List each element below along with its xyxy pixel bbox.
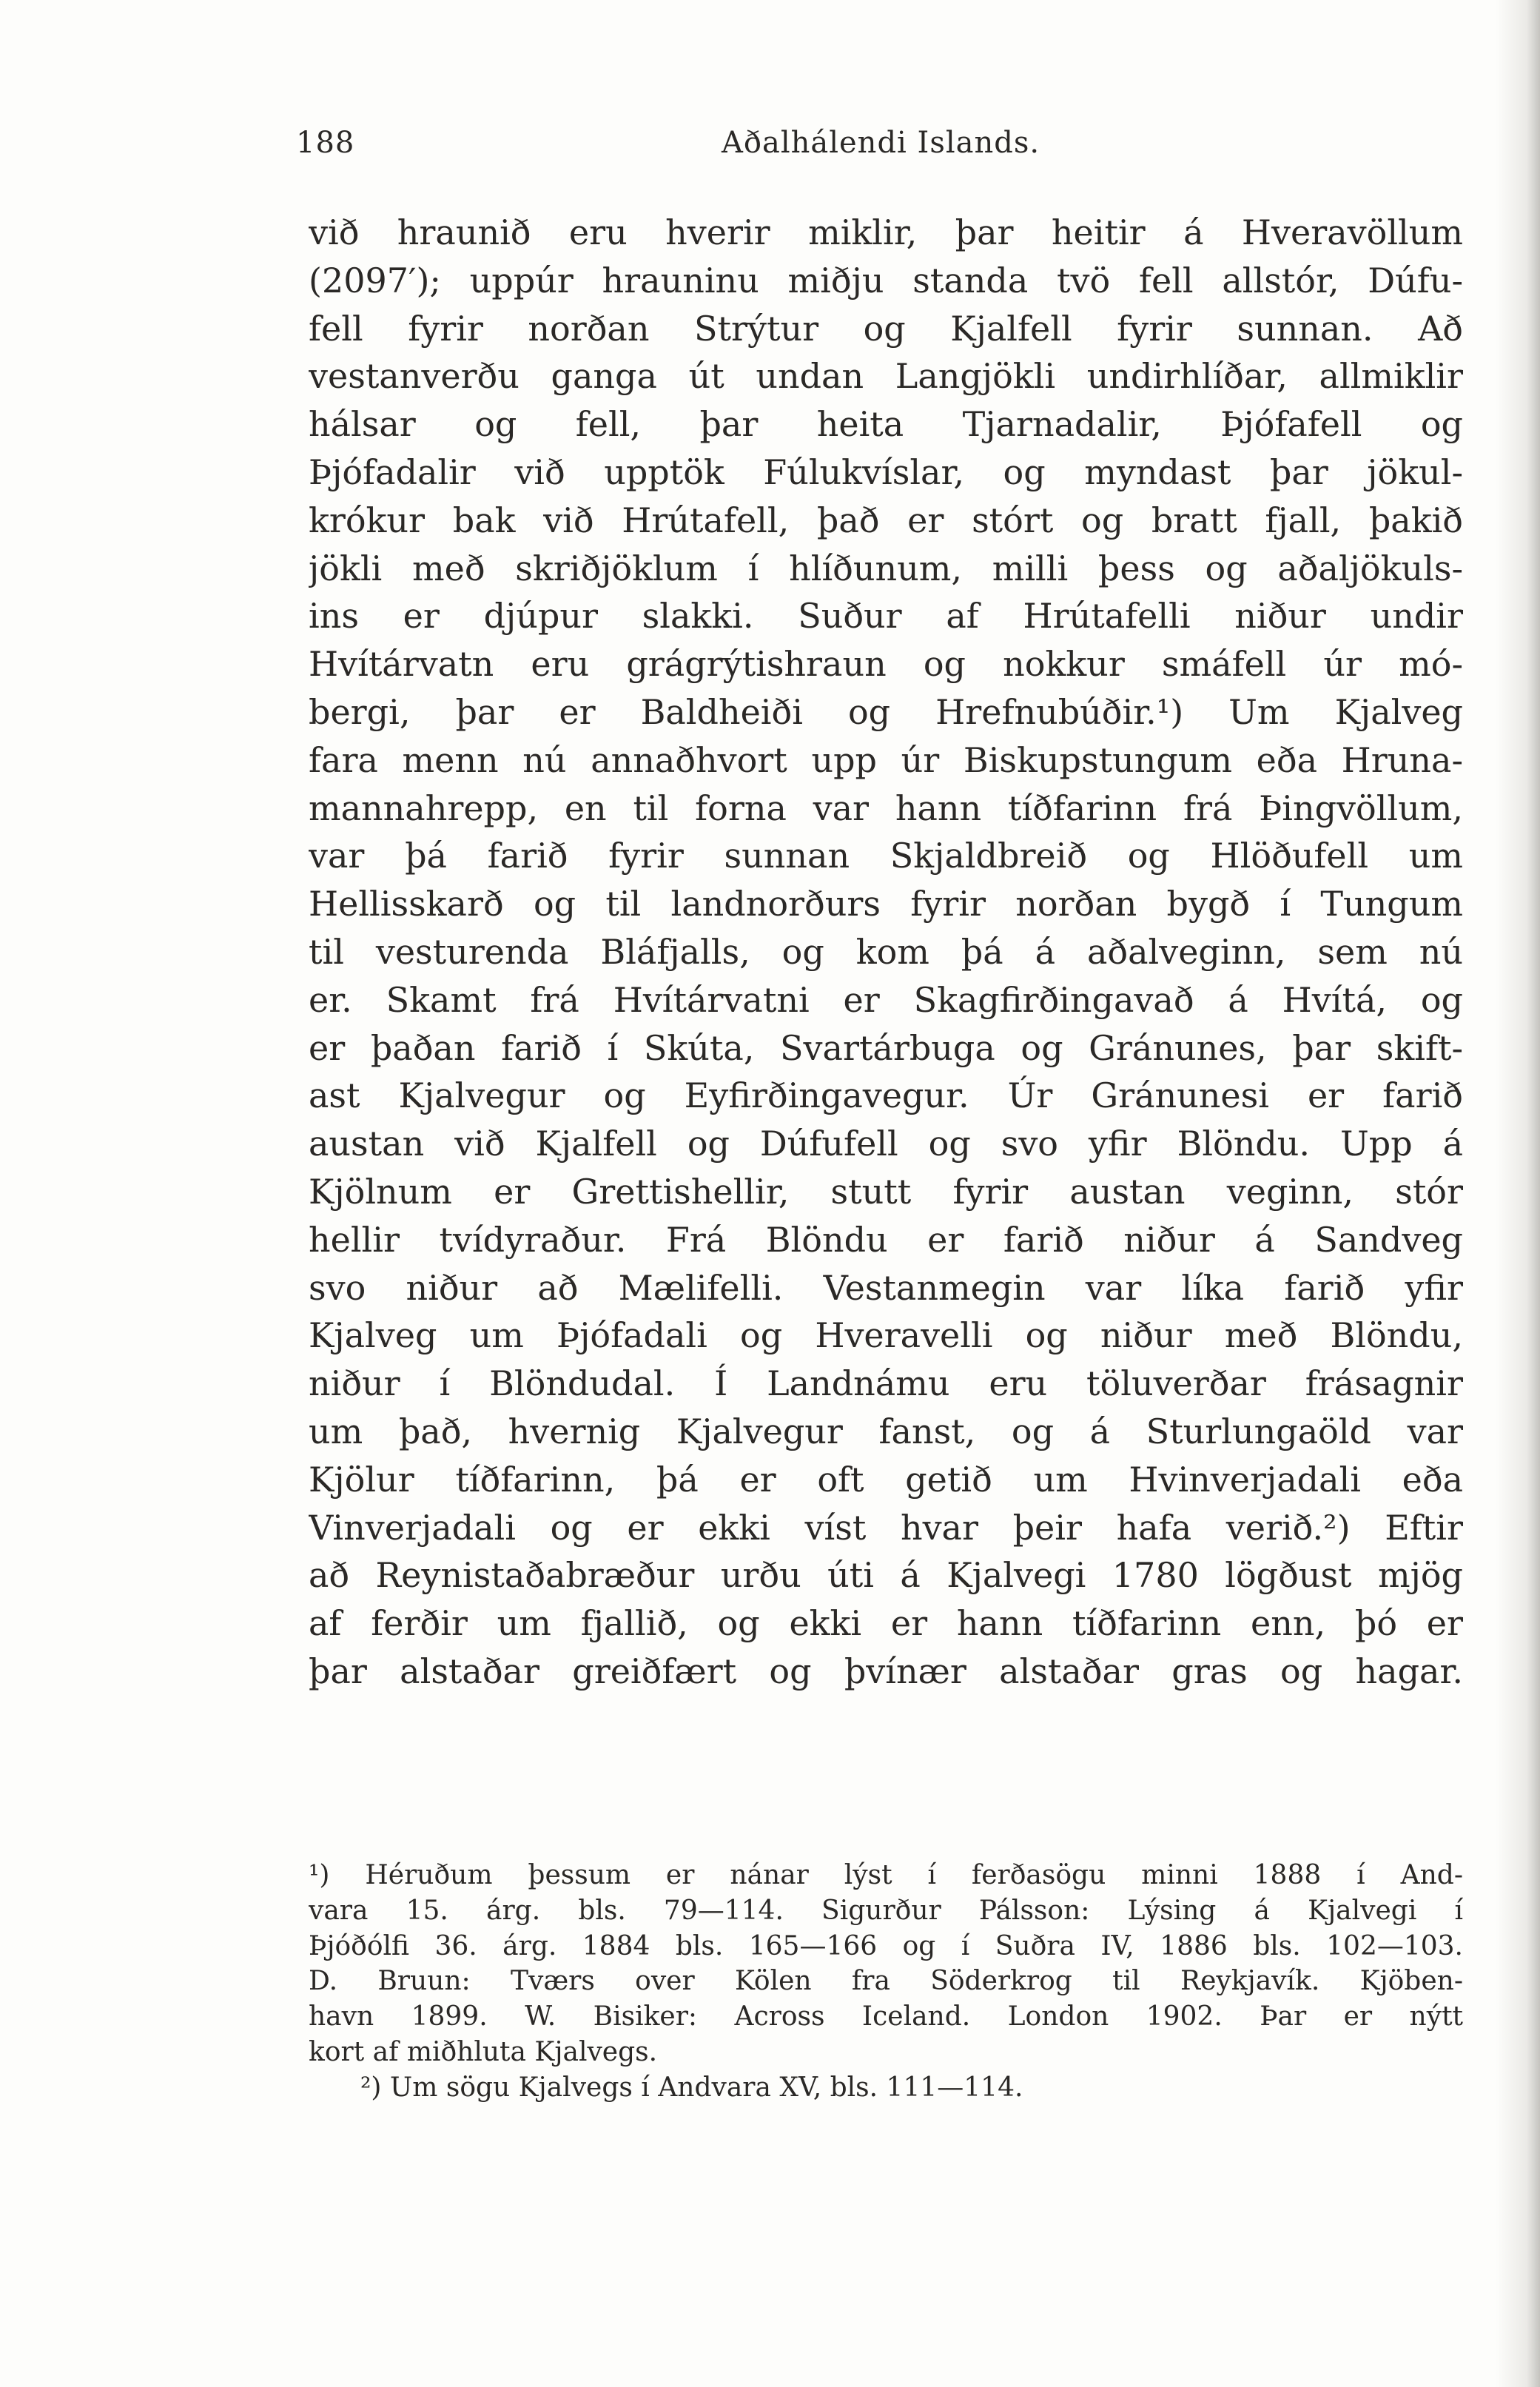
text-line: austan við Kjalfell og Dúfufell og svo yfir Blöndu. Upp á — [309, 1124, 1463, 1164]
text-line: þar alstaðar greiðfært og þvínær alstaðar gras og hagar. — [309, 1651, 1463, 1691]
page-number: 188 — [296, 126, 355, 160]
text-line: Kjalveg um Þjófadali og Hveravelli og niður með Blöndu, — [309, 1315, 1463, 1356]
footnote-line: kort af miðhluta Kjalvegs. — [309, 2036, 658, 2067]
text-line: hálsar og fell, þar heita Tjarnadalir, Þjófafell og — [309, 404, 1463, 445]
text-line: er þaðan farið í Skúta, Svartárbuga og Gránunes, þar skift- — [309, 1027, 1463, 1068]
text-line: mannahrepp, en til forna var hann tíðfarinn frá Þingvöllum, — [309, 788, 1463, 828]
text-line: bergi, þar er Baldheiði og Hrefnubúðir.¹) Um Kjalveg — [309, 691, 1463, 732]
footnotes — [309, 1858, 1463, 2106]
text-line: Hellisskarð og til landnorðurs fyrir norðan bygð í Tungum — [309, 884, 1463, 924]
text-line: við hraunið eru hverir miklir, þar heitir á Hveravöllum — [309, 212, 1463, 252]
text-line: Hvítárvatn eru grágrýtishraun og nokkur smáfell úr mó- — [309, 644, 1463, 685]
text-line: krókur bak við Hrútafell, það er stórt og bratt fjall, þakið — [309, 500, 1463, 540]
running-title: Aðalhálendi Islands. — [722, 126, 1040, 160]
text-line: vestanverðu ganga út undan Langjökli undirhlíðar, allmiklir — [309, 356, 1463, 397]
footnote-line: D. Bruun: Tværs over Kölen fra Söderkrog til Reykjavík. Kjöben- — [309, 1966, 1463, 1997]
text-line: Kjölnum er Grettishellir, stutt fyrir austan veginn, stór — [309, 1171, 1463, 1212]
page-edge-shadow — [1496, 0, 1540, 2387]
page-header — [296, 126, 1450, 170]
text-line: fara menn nú annaðhvort upp úr Biskupstungum eða Hruna- — [309, 739, 1463, 780]
text-line: svo niður að Mælifelli. Vestanmegin var líka farið yfir — [309, 1267, 1463, 1308]
body-text — [309, 209, 1463, 1696]
text-line: er. Skamt frá Hvítárvatni er Skagfirðingavað á Hvítá, og — [309, 979, 1463, 1020]
text-line: var þá farið fyrir sunnan Skjaldbreið og Hlöðufell um — [309, 836, 1463, 876]
text-line: (2097′); uppúr hrauninu miðju standa tvö fell allstór, Dúfu- — [309, 260, 1463, 301]
text-line: jökli með skriðjöklum í hlíðunum, milli þess og aðaljökuls- — [309, 548, 1463, 588]
text-line: hellir tvídyraður. Frá Blöndu er farið niður á Sandveg — [309, 1219, 1463, 1260]
text-line: Vinverjadali og er ekki víst hvar þeir hafa verið.²) Eftir — [309, 1507, 1463, 1548]
footnote-2: ²) Um sögu Kjalvegs í Andvara XV, bls. 111—114. — [360, 2072, 1023, 2103]
text-line: Kjölur tíðfarinn, þá er oft getið um Hvinverjadali eða — [309, 1459, 1463, 1500]
text-line: að Reynistaðabræður urðu úti á Kjalvegi 1780 lögðust mjög — [309, 1555, 1463, 1596]
footnote-line: havn 1899. W. Bisiker: Across Iceland. London 1902. Þar er nýtt — [309, 2001, 1463, 2032]
text-line: fell fyrir norðan Strýtur og Kjalfell fyrir sunnan. Að — [309, 308, 1463, 349]
text-line: ins er djúpur slakki. Suður af Hrútafelli niður undir — [309, 596, 1463, 637]
footnote-line: vara 15. árg. bls. 79—114. Sigurður Pálsson: Lýsing á Kjalvegi í — [309, 1895, 1463, 1926]
text-line: Þjófadalir við upptök Fúlukvíslar, og myndast þar jökul- — [309, 451, 1463, 492]
footnote-line: Þjóðólfi 36. árg. 1884 bls. 165—166 og í Suðra IV, 1886 bls. 102—103. — [309, 1930, 1463, 1961]
text-line: um það, hvernig Kjalvegur fanst, og á Sturlungaöld var — [309, 1411, 1463, 1451]
text-line: ast Kjalvegur og Eyfirðingavegur. Úr Gránunesi er farið — [309, 1075, 1463, 1116]
text-line: af ferðir um fjallið, og ekki er hann tíðfarinn enn, þó er — [309, 1603, 1463, 1644]
footnote-line: ¹) Héruðum þessum er nánar lýst í ferðasögu minni 1888 í And- — [309, 1860, 1463, 1890]
text-line: niður í Blöndudal. Í Landnámu eru töluverðar frásagnir — [309, 1363, 1463, 1404]
text-line: til vesturenda Bláfjalls, og kom þá á aðalveginn, sem nú — [309, 931, 1463, 972]
